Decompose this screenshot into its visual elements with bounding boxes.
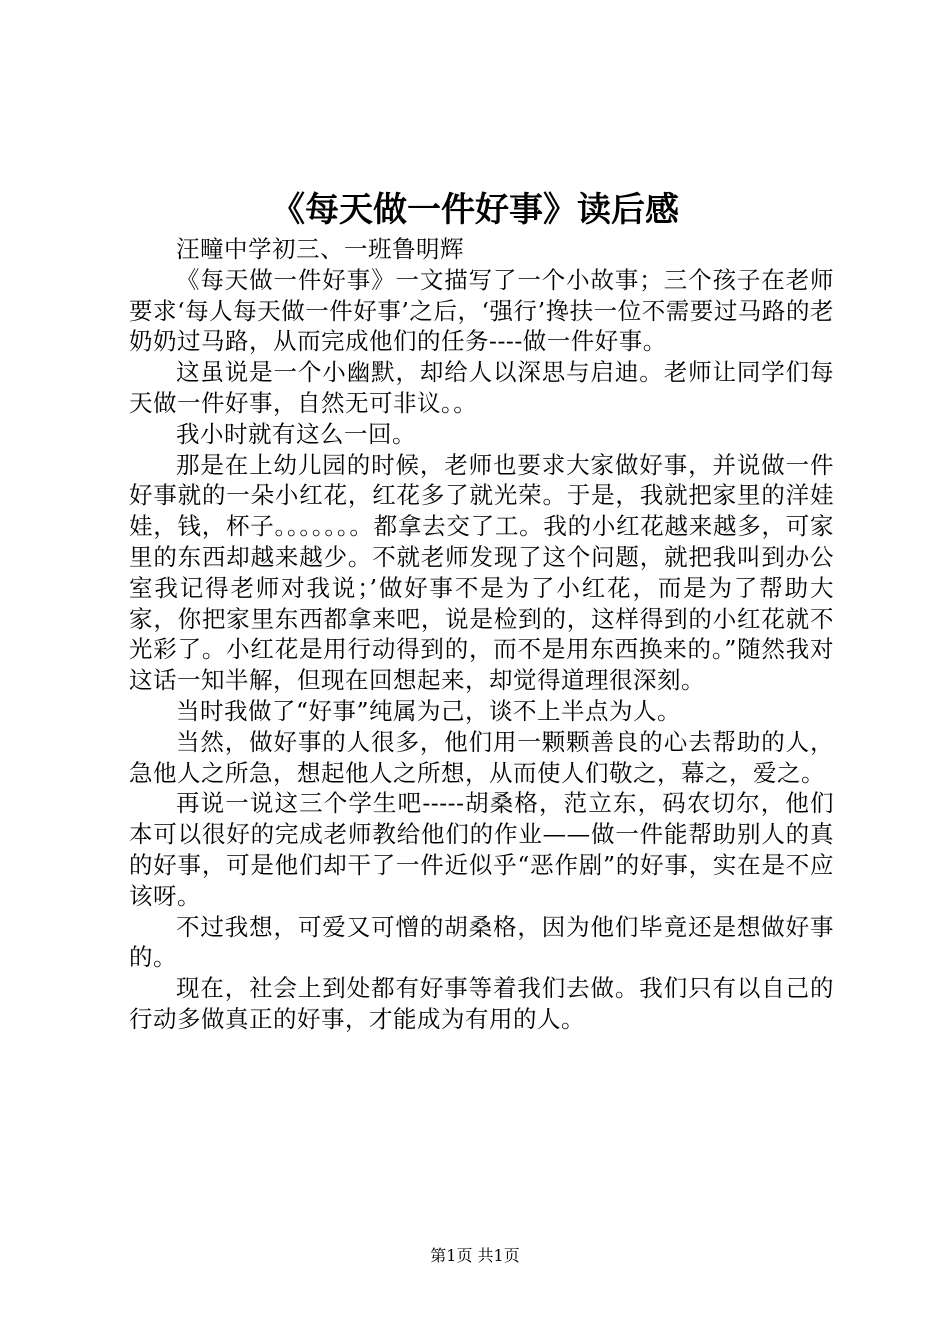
author-line: 汪疃中学初三、一班鲁明辉: [176, 235, 464, 263]
page-footer: 第1页 共1页: [430, 1246, 520, 1265]
paragraph: 再说一说这三个学生吧-----胡桑格，范立东，码农切尔，他们本可以很好的完成老师教给他们的作业——做一件能帮助别人的真的好事，可是他们却干了一件近似乎“恶作剧”的好事，实在是不应该呀。: [129, 789, 834, 910]
paragraph: 《每天做一件好事》一文描写了一个小故事；三个孩子在老师要求‘每人每天做一件好事’之后，‘强行’搀扶一位不需要过马路的老奶奶过马路，从而完成他们的任务----做一件好事。: [129, 265, 834, 356]
paragraph: 我小时就有这么一回。: [176, 419, 416, 448]
paragraph: 现在，社会上到处都有好事等着我们去做。我们只有以自己的行动多做真正的好事，才能成为有用的人。: [129, 974, 834, 1033]
document-body: [129, 234, 834, 1035]
paragraph: 不过我想，可爱又可憎的胡桑格，因为他们毕竟还是想做好事的。: [129, 912, 834, 972]
paragraph: 那是在上幼儿园的时候，老师也要求大家做好事，并说做一件好事就的一朵小红花，红花多了就光荣。于是，我就把家里的洋娃娃，钱，杯子。。。。。。。都拿去交了工。我的小红花越来越多，可家里的东西却越来越少。不就老师发现了这个问题，就把我叫到办公室我记得老师对我说；’做好事不是为了小红花，而是为了帮助大家，你把家里东西都拿来吧，说是检到的，这样得到的小红花就不光彩了。小红花是用行动得到的，而不是用东西换来的。”随然我对这话一知半解，但现在回想起来，却觉得道理很深刻。: [129, 450, 834, 695]
paragraph: 这虽说是一个小幽默，却给人以深思与启迪。老师让同学们每天做一件好事，自然无可非议。。: [129, 358, 834, 417]
paragraph: 当时我做了“好事”纯属为己，谈不上半点为人。: [176, 696, 682, 725]
page-title: 《每天做一件好事》读后感: [271, 190, 679, 230]
paragraph: 当然，做好事的人很多，他们用一颗颗善良的心去帮助的人，急他人之所急，想起他人之所想，从而使人们敬之，幕之，爱之。: [129, 727, 834, 787]
